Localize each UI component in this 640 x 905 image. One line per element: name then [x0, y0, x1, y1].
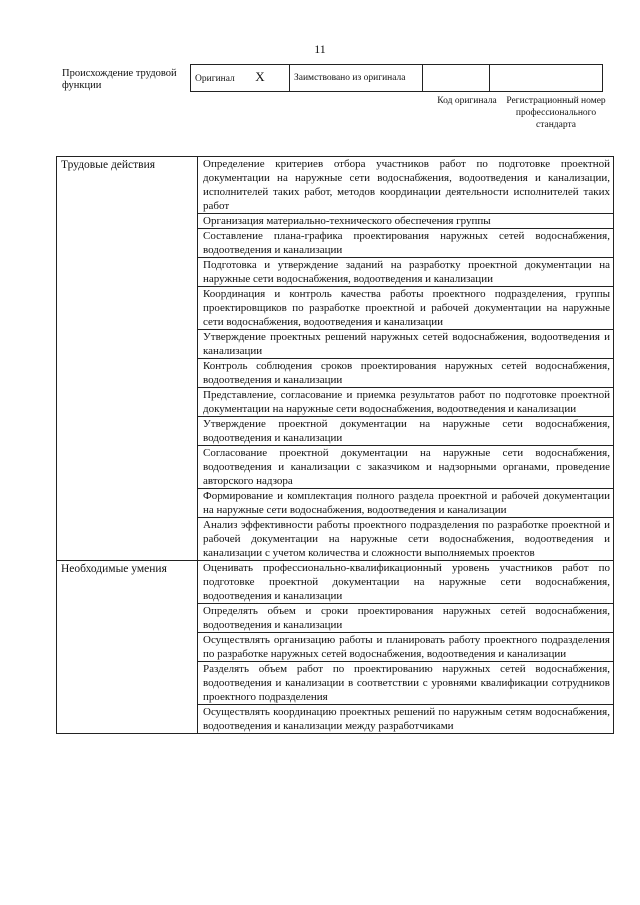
list-item: Координация и контроль качества работы проектного подразделения, группы проектировщиков по разработке проектной и рабочей документации на наружные сети водоснабжения, водоотведения и канализации — [198, 286, 613, 329]
borrowed-label: Заимствовано из оригинала — [294, 72, 406, 83]
section-row — [57, 157, 614, 561]
labor-function-table — [56, 156, 614, 734]
reg-number-label: Регистрационный номер профессионального стандарта — [506, 96, 606, 130]
borrowed-cell — [290, 65, 423, 92]
list-item: Контроль соблюдения сроков проектирования наружных сетей водоснабжения, водоотведения и канализации — [198, 358, 613, 387]
list-item: Представление, согласование и приемка результатов работ по подготовке проектной документации на наружные сети водоснабжения, водоотведения и канализации — [198, 387, 613, 416]
original-label: Оригинал — [195, 74, 235, 84]
list-item: Подготовка и утверждение заданий на разработку проектной документации на наружные сети водоснабжения, водоотведения и канализации — [198, 257, 613, 286]
list-item: Утверждение проектных решений наружных сетей водоснабжения, водоотведения и канализации — [198, 329, 613, 358]
list-item: Формирование и комплектация полного раздела проектной и рабочей документации на наружные сети водоснабжения, водоотведения и канализации — [198, 488, 613, 517]
list-item: Разделять объем работ по проектированию наружных сетей водоснабжения, водоотведения и канализации в соответствии с уровнями квалификации сотрудников проектного подразделения — [198, 661, 613, 704]
list-item: Организация материально-технического обеспечения группы — [198, 213, 613, 228]
list-item: Согласование проектной документации на наружные сети водоснабжения, водоотведения и канализации с заказчиком и надзорными органами, проведение авторского надзора — [198, 445, 613, 488]
labor-function-body — [57, 157, 614, 734]
section-row — [57, 561, 614, 734]
original-cell — [191, 65, 290, 92]
list-item: Анализ эффективности работы проектного подразделения по разработке проектной и рабочей документации на наружные сети водоснабжения, водоотведения и канализации с учетом количества и сложности выполняемых проектов — [198, 517, 613, 560]
list-item: Определение критериев отбора участников работ по подготовке проектной документации на наружные сети водоснабжения, водоотведения и канализации, исполнителей таких работ, методов координации деятельности исполнителей таких работ — [203, 158, 610, 212]
page-number: 11 — [314, 42, 326, 56]
section-title: Трудовые действия — [57, 157, 198, 561]
list-item: Составление плана-графика проектирования наружных сетей водоснабжения, водоотведения и канализации — [198, 228, 613, 257]
section-items — [198, 561, 614, 734]
list-item: Определять объем и сроки проектирования наружных сетей водоснабжения, водоотведения и канализации — [198, 603, 613, 632]
list-item: Утверждение проектной документации на наружные сети водоснабжения, водоотведения и канализации — [198, 416, 613, 445]
code-original-label: Код оригинала — [437, 96, 497, 106]
list-item: Осуществлять организацию работы и планировать работу проектного подразделения по разработке наружных сетей водоснабжения, водоотведения и канализации — [198, 632, 613, 661]
list-item: Осуществлять координацию проектных решений по наружным сетям водоснабжения, водоотведения и канализации между разработчиками — [198, 704, 613, 733]
original-mark: X — [255, 69, 265, 84]
code-cell — [423, 65, 490, 92]
section-items — [198, 157, 614, 561]
list-item: Оценивать профессионально-квалификационный уровень участников работ по подготовке проектной документации на наружные сети водоснабжения, водоотведения и канализации — [203, 562, 610, 602]
reg-number-cell — [490, 65, 603, 92]
section-title: Необходимые умения — [57, 561, 198, 734]
origin-row — [191, 65, 603, 92]
origin-table — [190, 64, 603, 92]
origin-label: Происхождение трудовой функции — [62, 68, 177, 91]
